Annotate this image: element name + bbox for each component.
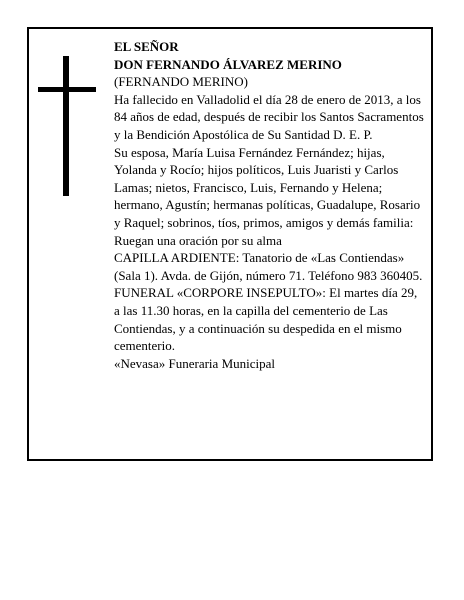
notice-title: EL SEÑOR (114, 39, 179, 54)
obituary-text (114, 38, 424, 372)
wake-info (114, 249, 424, 284)
latin-cross-icon (38, 56, 96, 196)
family-list: Su esposa, María Luisa Fernández Fernández; hijas, Yolanda y Rocío; hijos políticos, Luis Juaristi y Carlos Lamas; nietos, Francisco, Luis, Fernando y Helena; hermano, Agustín; hermanas políticas, Guadalupe, Rosario y Raquel; sobrinos, tíos, primos, amigos y demás familia: (114, 144, 421, 230)
wake-details: Tanatorio de «Las Contiendas» (Sala 1). Avda. de Gijón, número 71. Teléfono 983 360405. (114, 250, 423, 283)
funeral-info (114, 284, 424, 354)
death-announcement: Ha fallecido en Valladolid el día 28 de enero de 2013, a los 84 años de edad, después de recibir los Santos Sacramentos y la Bendición Apostólica de Su Santidad D. E. P. (114, 91, 424, 142)
wake-label: CAPILLA ARDIENTE: (114, 250, 240, 266)
deceased-alias: (FERNANDO MERINO) (114, 74, 248, 90)
deceased-full-name: DON FERNANDO ÁLVAREZ MERINO (114, 56, 342, 72)
cross-horizontal-bar (38, 87, 96, 92)
prayer-request: Ruegan una oración por su alma (114, 232, 282, 248)
funeral-home: «Nevasa» Funeraria Municipal (114, 355, 276, 371)
funeral-label: FUNERAL «CORPORE INSEPULTO»: (114, 285, 326, 301)
cross-vertical-bar (63, 56, 69, 196)
funeral-details: El martes día 29, a las 11.30 horas, en la capilla del cementerio de Las Contiendas, y a continuación su despedida en el mismo cementerio. (114, 285, 418, 354)
